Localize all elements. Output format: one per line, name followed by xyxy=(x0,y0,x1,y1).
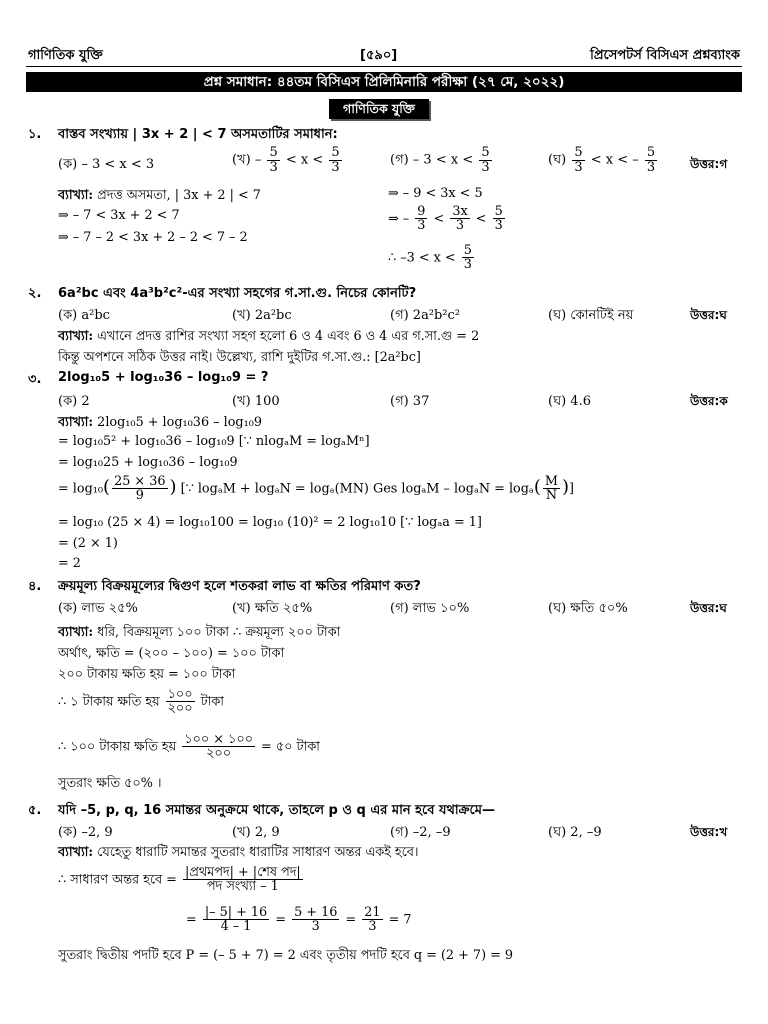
q2-option-c: (গ) 2a²b²c² xyxy=(390,308,461,323)
q5-number: ৫. xyxy=(28,803,42,818)
q1-number: ১. xyxy=(28,127,42,142)
q2-option-b: (খ) 2a²bc xyxy=(232,308,292,323)
q3-option-c: (গ) 37 xyxy=(390,394,430,409)
q4-explanation-line3: ২০০ টাকায় ক্ষতি হয় = ১০০ টাকা xyxy=(58,667,236,682)
q5-explanation-line1: ব্যাখ্যা: যেহেতু ধারাটি সমান্তর সুতরাং ধারাটির সাধারণ অন্তর একই হবে। xyxy=(58,845,419,860)
q1-text: বাস্তব সংখ্যায় | 3x + 2 | < 7 অসমতাটির সমাধান: xyxy=(58,127,338,142)
q5-option-d: (ঘ) 2, –9 xyxy=(548,825,602,840)
q4-explanation-line6: সুতরাং ক্ষতি ৫০% । xyxy=(58,776,162,791)
q3-option-b: (খ) 100 xyxy=(232,394,280,409)
header-rule xyxy=(26,66,742,67)
header-right: প্রিসেপটর্স বিসিএস প্রশ্নব্যাংক xyxy=(590,48,740,63)
q1-answer: উত্তর:গ xyxy=(690,157,728,171)
q4-option-d: (ঘ) ক্ষতি ৫০% xyxy=(548,601,628,616)
q3-answer: উত্তর:ক xyxy=(690,394,728,408)
q3-explanation-line1: ব্যাখ্যা: 2log₁₀5 + log₁₀36 – log₁₀9 xyxy=(58,415,263,430)
q4-option-c: (গ) লাভ ১০% xyxy=(390,601,470,616)
q4-explanation-line1: ব্যাখ্যা: ধরি, বিক্রয়মূল্য ১০০ টাকা ∴ ক্রয়মূল্য ২০০ টাকা xyxy=(58,625,341,640)
q5-option-a: (ক) –2, 9 xyxy=(58,825,113,840)
q1-explanation-line2: ⇒ – 7 < 3x + 2 < 7 xyxy=(58,208,180,223)
q5-explanation-line4: সুতরাং দ্বিতীয় পদটি হবে P = (– 5 + 7) = 2 এবং তৃতীয় পদটি হবে q = (2 + 7) = 9 xyxy=(58,948,514,963)
q3-explanation-line3: = log₁₀25 + log₁₀36 – log₁₀9 xyxy=(58,455,238,470)
q1-explanation-line3: ⇒ – 7 – 2 < 3x + 2 – 2 < 7 – 2 xyxy=(58,230,248,245)
q2-option-d: (ঘ) কোনটিই নয় xyxy=(548,308,634,323)
q5-answer: উত্তর:খ xyxy=(690,825,728,839)
q3-text: 2log₁₀5 + log₁₀36 – log₁₀9 = ? xyxy=(58,370,269,385)
q1-option-d: (ঘ) $\frac{5}{3}$ < x < – $\frac{5}{3}$ xyxy=(548,145,656,175)
page-number: [৫৯০] xyxy=(360,48,398,63)
q2-answer: উত্তর:ঘ xyxy=(690,308,727,322)
q2-text: 6a²bc এবং 4a³b²c²-এর সংখ্যা সহগের গ.সা.গু. নিচের কোনটি? xyxy=(58,286,417,301)
q4-option-b: (খ) ক্ষতি ২৫% xyxy=(232,601,313,616)
q1-explanation-right1: ⇒ – 9 < 3x < 5 xyxy=(388,186,483,201)
q5-explanation-line2: ∴ সাধারণ অন্তর হবে = $\frac{\text{|প্রথমপদ| + |শেষ পদ|}}{\text{পদ সংখ্যা – 1}}$ xyxy=(58,865,301,895)
q1-option-b: (খ) – $\frac{5}{3}$ < x < $\frac{5}{3}$ xyxy=(232,145,340,175)
q5-option-c: (গ) –2, –9 xyxy=(390,825,451,840)
q4-option-a: (ক) লাভ ২৫% xyxy=(58,601,138,616)
q2-explanation-line1: ব্যাখ্যা: এখানে প্রদত্ত রাশির সংখ্যা সহগ হলো 6 ও 4 এবং 6 ও 4 এর গ.সা.গু = 2 xyxy=(58,329,480,344)
q1-explanation-line1: ব্যাখ্যা: প্রদত্ত অসমতা, | 3x + 2 | < 7 xyxy=(58,188,261,203)
q3-number: ৩. xyxy=(28,372,42,387)
q3-option-d: (ঘ) 4.6 xyxy=(548,394,591,409)
header-left: গাণিতিক যুক্তি xyxy=(28,48,103,63)
q5-explanation-line3: = $\frac{|- 5| + 16}{4 - 1}$ = $\frac{5 + 16}{3}$ = $\frac{21}{3}$ = 7 xyxy=(186,905,412,935)
q1-option-a: (ক) – 3 < x < 3 xyxy=(58,157,155,172)
q2-number: ২. xyxy=(28,286,42,301)
q3-option-a: (ক) 2 xyxy=(58,394,90,409)
q3-explanation-line5: = log₁₀ (25 × 4) = log₁₀100 = log₁₀ (10)² = 2 log₁₀10 [∵ logₐa = 1] xyxy=(58,515,482,530)
q3-explanation-line4: = log₁₀( $\frac{25 \times 36}{9}$ ) [∵ logₐM + logₐN = logₐ(MN) Ges logₐM – logₐN = logₐ( $\frac{M}{N}$ )] xyxy=(58,474,575,504)
q1-explanation-right3: ∴ –3 < x < $\frac{5}{3}$ xyxy=(388,243,472,273)
q4-explanation-line2: অর্থাৎ, ক্ষতি = (২০০ – ১০০) = ১০০ টাকা xyxy=(58,646,285,661)
q3-explanation-line7: = 2 xyxy=(58,556,81,571)
q2-option-a: (ক) a²bc xyxy=(58,308,110,323)
q4-explanation-line4: ∴ ১ টাকায় ক্ষতি হয় $\frac{১০০}{২০০}$ টাকা xyxy=(58,687,224,717)
q4-text: ক্রয়মূল্য বিক্রয়মূল্যের দ্বিগুণ হলে শতকরা লাভ বা ক্ষতির পরিমাণ কত? xyxy=(58,579,421,594)
q5-option-b: (খ) 2, 9 xyxy=(232,825,280,840)
q1-explanation-right2: ⇒ – $\frac{9}{3}$ < $\frac{3x}{3}$ < $\frac{5}{3}$ xyxy=(388,204,503,234)
q3-explanation-line6: = (2 × 1) xyxy=(58,536,118,551)
q4-explanation-line5: ∴ ১০০ টাকায় ক্ষতি হয় $\frac{১০০ \times ১০০}{২০০}$ = ৫০ টাকা xyxy=(58,732,320,762)
section-title: গাণিতিক যুক্তি xyxy=(330,100,428,118)
q1-option-c: (গ) – 3 < x < $\frac{5}{3}$ xyxy=(390,145,490,175)
q4-answer: উত্তর:ঘ xyxy=(690,601,727,615)
q4-number: ৪. xyxy=(28,579,42,594)
q2-explanation-line2: কিন্তু অপশনে সঠিক উত্তর নাই। উল্লেখ্য, রাশি দুইটির গ.সা.গু.: [2a²bc] xyxy=(58,350,421,365)
q3-explanation-line2: = log₁₀5² + log₁₀36 – log₁₀9 [∵ nlogₐM = logₐMⁿ] xyxy=(58,434,370,449)
exam-banner: প্রশ্ন সমাধান: ৪৪তম বিসিএস প্রিলিমিনারি পরীক্ষা (২৭ মে, ২০২২) xyxy=(26,72,742,92)
q5-text: যদি –5, p, q, 16 সমান্তর অনুক্রমে থাকে, তাহলে p ও q এর মান হবে যথাক্রমে— xyxy=(58,803,495,818)
